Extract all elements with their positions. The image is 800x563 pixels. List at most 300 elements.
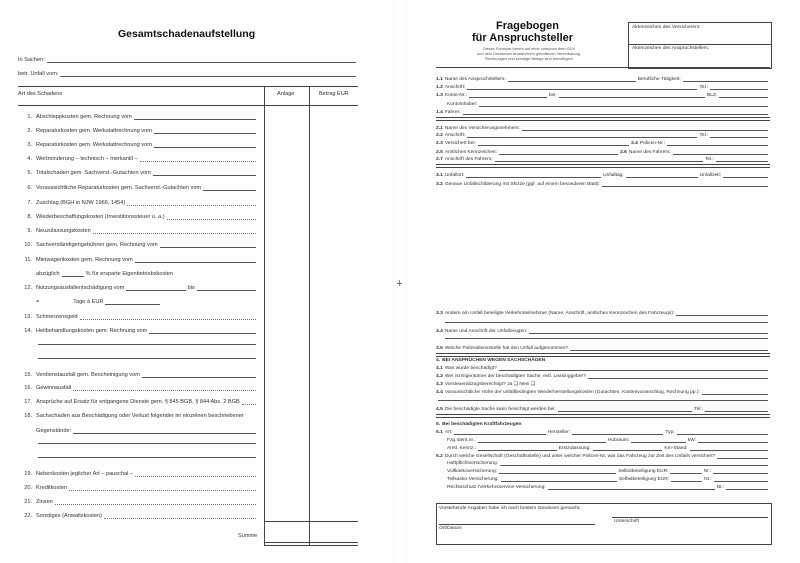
field-label: Anschrift des Fahrers: [444,157,493,162]
form-row [436,127,770,132]
dotted-entry-line[interactable] [127,205,256,206]
item-row [21,157,258,163]
entry-line[interactable] [522,130,768,131]
item-row [21,243,258,249]
field-label: bis [187,285,195,291]
entry-line[interactable] [160,247,256,248]
entry-line[interactable] [677,434,768,435]
field-label: 1. [27,114,32,120]
field-label: Heilbehandlungskosten gem. Rechnung vom [36,328,148,334]
field-label: Unfalltag: [603,173,624,178]
item-row [21,472,258,478]
entry-line[interactable] [631,442,685,443]
entry-line[interactable] [593,450,663,451]
dotted-entry-line[interactable] [242,404,256,405]
entry-line[interactable] [508,81,636,82]
entry-line[interactable] [499,473,616,474]
field-label: Tel.: [694,407,704,412]
dotted-entry-line[interactable] [69,490,256,491]
entry-line[interactable] [38,344,256,345]
field-label: 4. [27,156,32,162]
field-label: Totalschaden gem. Sachverst.-Gutachten vom [36,170,151,176]
header-label: Art des Schadens [18,91,63,97]
item-row [21,201,258,207]
form-row [436,134,770,139]
entry-line[interactable] [702,394,768,395]
form-row [447,103,770,108]
form-row [436,431,770,436]
field-label: betr. Unfall vom: [18,71,59,77]
section-divider [436,117,770,121]
form-note [464,47,594,62]
entry-line[interactable] [570,350,768,351]
item-row [21,171,258,177]
item-row [21,373,258,379]
field-label: 16. [24,385,32,391]
field-label: Ansprüche auf Ersatz für entgangene Dienste gem. § 845 BGB, § 844 Abs. 2 BGB [36,399,240,405]
item-number: 4.2 [436,374,443,379]
section-divider [436,414,770,418]
entry-line[interactable] [38,443,256,444]
field-label: kW: [687,438,697,443]
entry-line[interactable] [676,315,768,316]
dotted-entry-line[interactable] [93,233,256,234]
form-row [436,142,770,147]
field-label: 9. [27,228,32,234]
field-label: Gewinnausfall [36,385,72,391]
item-row [21,229,258,235]
item-number: 2.4 [631,141,638,146]
aktenzeichen-anspruchsteller-field[interactable]: Aktenzeichen des Anspruchstellers: [632,46,710,51]
item-number: 2.6 [620,150,627,155]
field-label: Gegenstände: [36,428,72,434]
field-label: 22. [24,513,32,519]
field-label: % für ersparte Eigenbetriebskosten [85,271,174,277]
field-label: 2. [27,128,32,134]
item-number: 3.1 [436,173,443,178]
field-label: Unfallort: [444,173,465,178]
field-label: Fzg.Ident.nr.: [447,438,476,443]
entry-line[interactable] [719,97,768,98]
entry-line[interactable] [683,81,768,82]
entry-line[interactable] [500,465,768,466]
blank-line [36,443,258,445]
col-header-anlage [277,92,294,98]
entry-line[interactable] [438,400,768,401]
gegenstaende-row [36,429,258,435]
item-row [21,143,258,149]
item-row [21,315,258,321]
field-label: Mietwagenkosten gem. Rechnung vom [36,257,133,263]
header-bottom-line [18,105,358,106]
table-top-line [18,86,358,87]
summe-text: Summe [238,533,258,539]
field-label: Unfallzeit: [699,173,722,178]
note-line: Dieses Formular beruht auf einer zwischen dem GDV [482,46,576,51]
entry-line[interactable] [559,97,705,98]
item-number: 5.2 [436,454,443,459]
field-label: bei: [548,93,557,98]
field-label: Anschrift: [444,85,466,90]
form-row [436,94,770,99]
item-number: 3.3 [436,311,443,316]
entry-line[interactable] [710,137,768,138]
field-label: Was wurde beschädigt? [444,366,497,371]
item-number: 4.1 [436,366,443,371]
field-label: Genaue Unfallschilderung mit Skizze (ggf. auf einem besonderen Blatt): [444,182,601,187]
form-row [436,86,770,91]
field-label: 17. [24,399,32,405]
item-number: 1.1 [436,77,443,82]
entry-line[interactable] [602,186,768,187]
entry-line[interactable] [478,145,629,146]
blank-line [36,457,258,459]
item-row [21,400,258,406]
entry-line[interactable] [479,106,768,107]
entry-line[interactable] [73,433,256,434]
field-label: Voraussichtliche Höhe der unfallbedingten Wiederherstellungskosten (Gutachten, Kostenvoranschlag, Rechnung pp.): [444,390,700,395]
entry-line[interactable] [466,177,601,178]
field-label: Anschrift: [444,133,466,138]
item-number: BEI ANSPRÜCHEN WEGEN SACHSCHÄDEN [442,358,546,363]
section-divider [436,353,770,357]
field-label: Amtliches Kennzeichen: [444,150,498,155]
note-line: und dem Deutschen Anwaltverein getroffenen Vereinbarung. [477,50,581,56]
header-line [436,67,770,68]
entry-line[interactable] [723,177,768,178]
aktenzeichen-versicherer-field[interactable]: Aktenzeichen des Versicherers: [632,25,701,30]
field-label: Abschleppkosten gem. Rechnung vom [36,114,132,120]
dotted-entry-line[interactable] [73,390,256,391]
field-label: Km-Stand: [664,446,688,451]
item-row [21,115,258,121]
entry-line[interactable] [572,434,663,435]
form-row [436,383,770,388]
form-row [436,111,770,116]
entry-line[interactable] [698,442,768,443]
entry-line[interactable] [445,338,768,339]
entry-line[interactable] [499,370,768,371]
field-label: Wer ist Eigentümer der beschädigten Sache, evtl. Leasinggeber? [444,374,586,379]
form-row [436,158,770,163]
entry-line[interactable] [62,276,84,277]
entry-line[interactable] [673,154,768,155]
place-date-line[interactable] [439,524,595,525]
form-row [436,151,770,156]
item-row [21,486,258,492]
form-row [436,423,770,428]
field-label: 15. [24,372,32,378]
form-title: Fragebogen [496,20,559,32]
entry-line[interactable] [469,97,547,98]
form-row [436,347,770,352]
dotted-entry-line[interactable] [140,161,256,162]
form-row [436,78,770,83]
field-label: Wiederbeschaffungskosten (Investitionssteuer u. a.) [36,214,165,220]
field-label: Vorsteuerabzugsberechtigt? Ja ❑ Nein ❑ [444,382,536,387]
entry-line[interactable] [47,62,356,63]
column-divider [264,86,265,545]
form-row [447,447,770,452]
sum-double-line [264,542,358,546]
entry-line[interactable] [38,358,256,359]
blank-line [443,338,770,340]
sum-top-line [264,521,358,522]
item-number: 2.2 [436,133,443,138]
field-label: 13. [24,314,32,320]
field-label: Neuzulassungskosten [36,228,91,234]
field-label: Tage à EUR [73,299,104,305]
field-label: Art: [444,430,453,435]
field-label: Kontoinhaber: [447,102,478,107]
entry-line[interactable] [501,481,617,482]
field-label: Wertminderung – technisch – merkantil – [36,156,138,162]
field-label: Name und Anschrift der Unfallzeugen: [444,329,528,334]
dotted-entry-line[interactable] [167,219,256,220]
item-number: 4.5 [436,407,443,412]
field-label: Reparaturkosten gem. Werkstattrechnung vom [36,128,152,134]
item-number: 2.7 [436,157,443,162]
item-number: 4. [436,358,441,363]
form-row [436,330,770,335]
field-label: 3. [27,142,32,148]
field-label: Sonstiges (Anwaltskosten) [36,513,102,519]
entry-line[interactable] [713,473,768,474]
field-label: Die beschädigte Sache kann besichtigt werden bei: [444,407,556,412]
item-number: 4.3 [436,382,443,387]
field-label: Name des Versicherungsnehmers: [444,126,520,131]
item-number: 2.1 [436,126,443,131]
item-number: 3.5 [436,346,443,351]
entry-line[interactable] [717,458,768,459]
entry-line[interactable] [626,177,698,178]
declaration-text: Vorstehende Angaben habe ich nach bestem Gewissen gemacht. [439,506,581,511]
entry-line[interactable] [495,161,703,162]
field-label: BLZ: [706,93,718,98]
field-label: Vollkaskoversicherung: [447,469,498,474]
field-label: In Sachen: [18,57,45,63]
form-row [447,462,770,467]
field-label: 7. [27,200,32,206]
field-label: Nutzungsausfallentschädigung vom [36,285,125,291]
entry-line[interactable] [714,481,768,482]
col-header-betrag [319,92,349,98]
field-label: Voraussichtliche Reparaturkosten gem. Sachverst.-Gutachten vom [36,185,202,191]
entry-line[interactable] [149,333,256,334]
field-label: Nr.: [703,469,712,474]
entry-line[interactable] [197,290,256,291]
form-row [447,439,770,444]
entry-line[interactable] [478,450,556,451]
blank-line [36,344,258,346]
item-number: 1.3 [436,93,443,98]
field-label: 19. [24,471,32,477]
form-row [436,455,770,460]
field-label: 5. [27,170,32,176]
item-row [21,514,258,520]
form-row [436,367,770,372]
form-subtitle: für Anspruchsteller [472,32,574,44]
field-label: Zinsen [36,499,53,505]
field-label: Hersteller: [547,430,571,435]
entry-line[interactable] [671,481,702,482]
field-label: Schmerzensgeld [36,314,78,320]
item-number: 1.2 [436,85,443,90]
left-page-gesamtschadenaufstellung [0,0,398,563]
field-label: 20. [24,485,32,491]
entry-line[interactable] [499,154,618,155]
field-label: 11. [24,257,32,263]
signature-line[interactable] [612,517,768,518]
item-number: 3.4 [436,329,443,334]
section-divider [436,164,770,168]
field-label: Nebenkosten jeglicher Art – pauschal – [36,471,134,477]
entry-line[interactable] [478,442,606,443]
betr-unfall-row [18,72,358,78]
item-row [21,258,258,264]
field-label: 8. [27,214,32,220]
box-divider [628,44,771,45]
field-label: Teilkasko-Versicherung: [447,477,499,482]
field-label: Durch welche Gesellschaft (Geschäftsstelle) und unter welcher Policen-Nr. war das Fahrzeug zur Zeit des Unfalls versichert? [444,454,716,459]
field-label: Haftpflichtversicherung: [447,461,499,466]
entry-line[interactable] [548,489,715,490]
field-label: Versichert bei: [444,141,476,146]
item-number: 4.4 [436,390,443,395]
form-row [436,408,770,413]
column-divider [309,86,310,545]
form-row [436,359,770,364]
entry-line[interactable] [467,89,697,90]
field-label: abzüglich [36,271,60,277]
field-label: Zuschlag (BGH in NJW 1966, 1454) [36,200,126,206]
blank-line [443,322,770,324]
entry-line[interactable] [60,76,356,77]
entry-line[interactable] [726,489,768,490]
form-row [447,486,770,491]
item-row [21,414,258,420]
entry-line[interactable] [126,290,185,291]
entry-line[interactable] [454,434,545,435]
header-label: Anlage [277,91,295,97]
item-row [21,286,258,292]
field-label: Erstzulassung: [558,446,591,451]
field-label: Berufliche Tätigkeit: [637,77,681,82]
item-row [21,386,258,392]
page-title: Gesamtschadenaufstellung [118,28,256,40]
field-label: Name des Anspruchstellers: [444,77,506,82]
header-label: Betrag EUR [319,91,349,97]
entry-line[interactable] [690,450,768,451]
entry-line[interactable] [105,304,160,305]
entry-line[interactable] [153,175,256,176]
item-row [21,129,258,135]
form-row [447,470,770,475]
note-line: Rechnungen und sonstige Belege sind beizufügen! [485,55,573,61]
form-row [436,183,770,188]
field-label: 12. [24,285,32,291]
entry-line[interactable] [710,89,768,90]
field-label: Sachverständigengebühren gem. Rechnung vom [36,242,158,248]
right-page-fragebogen [402,0,800,563]
entry-line[interactable] [134,119,256,120]
place-date-label: Ort/Datum [439,526,462,531]
field-label: 18. [24,413,32,419]
entry-line[interactable] [38,457,256,458]
field-label: 21. [24,499,32,505]
field-label: Konto-Nr.: [444,93,467,98]
field-label: Sachschaden aus Beschädigung oder Verlust folgender im einzelnen beschriebener [36,413,244,419]
item-number: 2.5 [436,150,443,155]
item-row [21,329,258,335]
item-number: 1.4 [436,110,443,115]
field-label: 6. [27,185,32,191]
entry-line[interactable] [463,114,768,115]
item-number: Bei beschädigten Kraftfahrzeugen [442,422,522,427]
entry-line[interactable] [716,161,768,162]
entry-line[interactable] [142,377,256,378]
item-row [21,215,258,221]
dotted-entry-line[interactable] [104,518,256,519]
summe-label [238,534,257,540]
dotted-entry-line[interactable] [55,504,256,505]
entry-line[interactable] [154,147,256,148]
entry-line[interactable] [667,145,768,146]
item-row [21,186,258,192]
entry-line[interactable] [154,133,256,134]
entry-line[interactable] [705,411,768,412]
col-header-art [18,92,62,98]
field-label: Welche Polizeidienststelle hat den Unfall aufgenommen? [444,346,569,351]
field-label: Hubraum: [607,438,630,443]
item-number: 2.3 [436,141,443,146]
form-row [436,174,770,179]
form-row [436,312,770,317]
field-label: Tel.: [699,133,709,138]
abzueglich-row [36,271,174,278]
field-label: Name des Fahrers: [628,150,671,155]
entry-line[interactable] [445,322,768,323]
dotted-entry-line[interactable] [135,476,256,477]
item-number: 3.2 [436,182,443,187]
entry-line[interactable] [467,137,697,138]
item-row [21,500,258,506]
entry-line[interactable] [670,473,701,474]
field-label: Tel.: [699,85,709,90]
field-label: Nr.: [704,477,712,482]
field-label: Rechtsschutz-/Verkehrsservice-Versicherung: [447,485,546,490]
entry-line[interactable] [558,411,693,412]
entry-line[interactable] [588,378,768,379]
entry-line[interactable] [203,190,256,191]
dotted-entry-line[interactable] [80,319,256,320]
field-label: Kreditkosten [36,485,68,491]
form-row [436,375,770,380]
field-label: 14. [24,328,32,334]
field-label: Selbstbeteiligung EUR: [618,469,669,474]
blank-line [36,358,258,360]
field-label: 10. [24,242,32,248]
field-label: Tel.: [704,157,714,162]
field-label: Verdienstausfall gem. Bescheinigung vom [36,372,140,378]
field-label: Amtl. Kennz.: [447,446,477,451]
signature-label: Unterschrift [614,519,640,524]
entry-line[interactable] [135,262,256,263]
form-row [447,478,770,483]
in-sachen-row [18,58,358,64]
entry-line[interactable] [529,333,768,334]
form-row [436,391,770,396]
